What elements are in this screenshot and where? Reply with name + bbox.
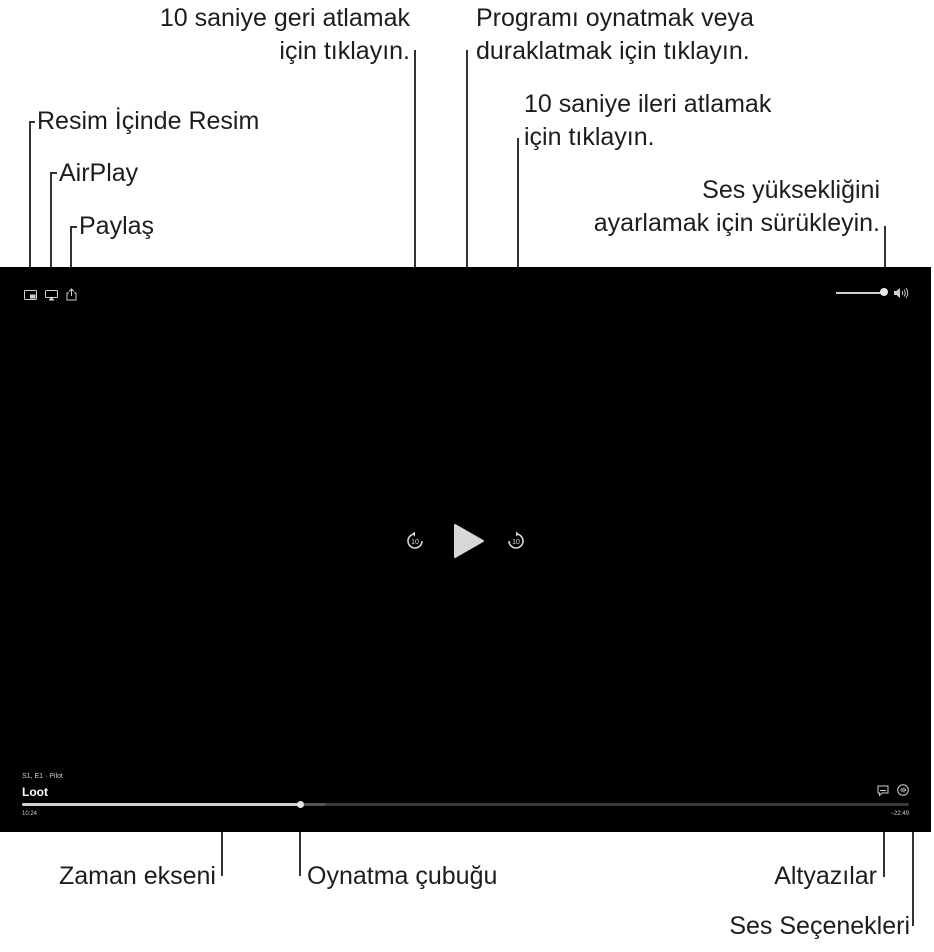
callout-audio-options: Ses Seçenekleri — [729, 912, 910, 940]
volume-button[interactable] — [892, 286, 910, 300]
skip-forward-seconds: 10 — [512, 539, 520, 546]
airplay-button[interactable] — [44, 289, 58, 301]
subtitles-button[interactable] — [876, 784, 890, 797]
airplay-icon — [45, 290, 58, 301]
callout-timeline: Zaman ekseni — [58, 862, 216, 890]
callout-volume-line1: Ses yüksekliğini — [702, 176, 880, 204]
elapsed-time: 10:24 — [22, 811, 38, 817]
playhead[interactable] — [297, 801, 304, 808]
skip-back-seconds: 10 — [411, 539, 419, 546]
audio-options-icon — [897, 784, 909, 796]
leader-share-h — [70, 226, 77, 228]
callout-play — [476, 2, 754, 68]
callout-play-line1: Programı oynatmak veya — [476, 4, 754, 32]
share-icon — [66, 288, 77, 301]
callout-airplay: AirPlay — [59, 159, 139, 187]
skip-back-button[interactable] — [404, 530, 426, 552]
show-title: Loot — [22, 785, 48, 799]
pip-button[interactable] — [23, 289, 37, 301]
subtitles-icon — [877, 785, 889, 796]
skip-forward-10-icon — [506, 531, 526, 551]
callout-volume — [520, 174, 880, 240]
timeline-played — [22, 803, 300, 806]
callout-skip-fwd-line1: 10 saniye ileri atlamak — [524, 90, 772, 118]
callout-skip-back — [118, 2, 410, 68]
callout-skip-forward — [524, 88, 771, 154]
play-icon — [451, 523, 485, 559]
skip-forward-button[interactable] — [505, 530, 527, 552]
volume-slider-track[interactable] — [836, 292, 886, 294]
callout-skip-back-line2: için tıklayın. — [279, 37, 410, 65]
callout-volume-line2: ayarlamak için sürükleyin. — [593, 209, 880, 237]
callout-skip-fwd-line2: için tıklayın. — [524, 123, 655, 151]
volume-slider-knob[interactable] — [880, 288, 888, 296]
callout-playhead: Oynatma çubuğu — [307, 862, 498, 890]
share-button[interactable] — [64, 287, 78, 301]
leader-airplay-h — [50, 172, 57, 174]
callout-skip-back-line1: 10 saniye geri atlamak — [159, 4, 410, 32]
leader-pip — [29, 122, 31, 286]
pip-icon — [24, 290, 37, 300]
video-player[interactable] — [0, 267, 931, 832]
play-button[interactable] — [450, 523, 486, 559]
timeline[interactable] — [22, 803, 909, 806]
remaining-time: −22:49 — [890, 811, 909, 817]
audio-options-button[interactable] — [896, 783, 910, 797]
episode-label: S1, E1 · Pilot — [22, 773, 63, 780]
skip-back-10-icon — [405, 531, 425, 551]
callout-share: Paylaş — [79, 212, 155, 240]
callout-pip: Resim İçinde Resim — [37, 107, 260, 135]
speaker-icon — [893, 287, 910, 299]
callout-subtitles: Altyazılar — [774, 862, 877, 890]
callout-play-line2: duraklatmak için tıklayın. — [476, 37, 750, 65]
leader-pip-h — [29, 121, 35, 123]
